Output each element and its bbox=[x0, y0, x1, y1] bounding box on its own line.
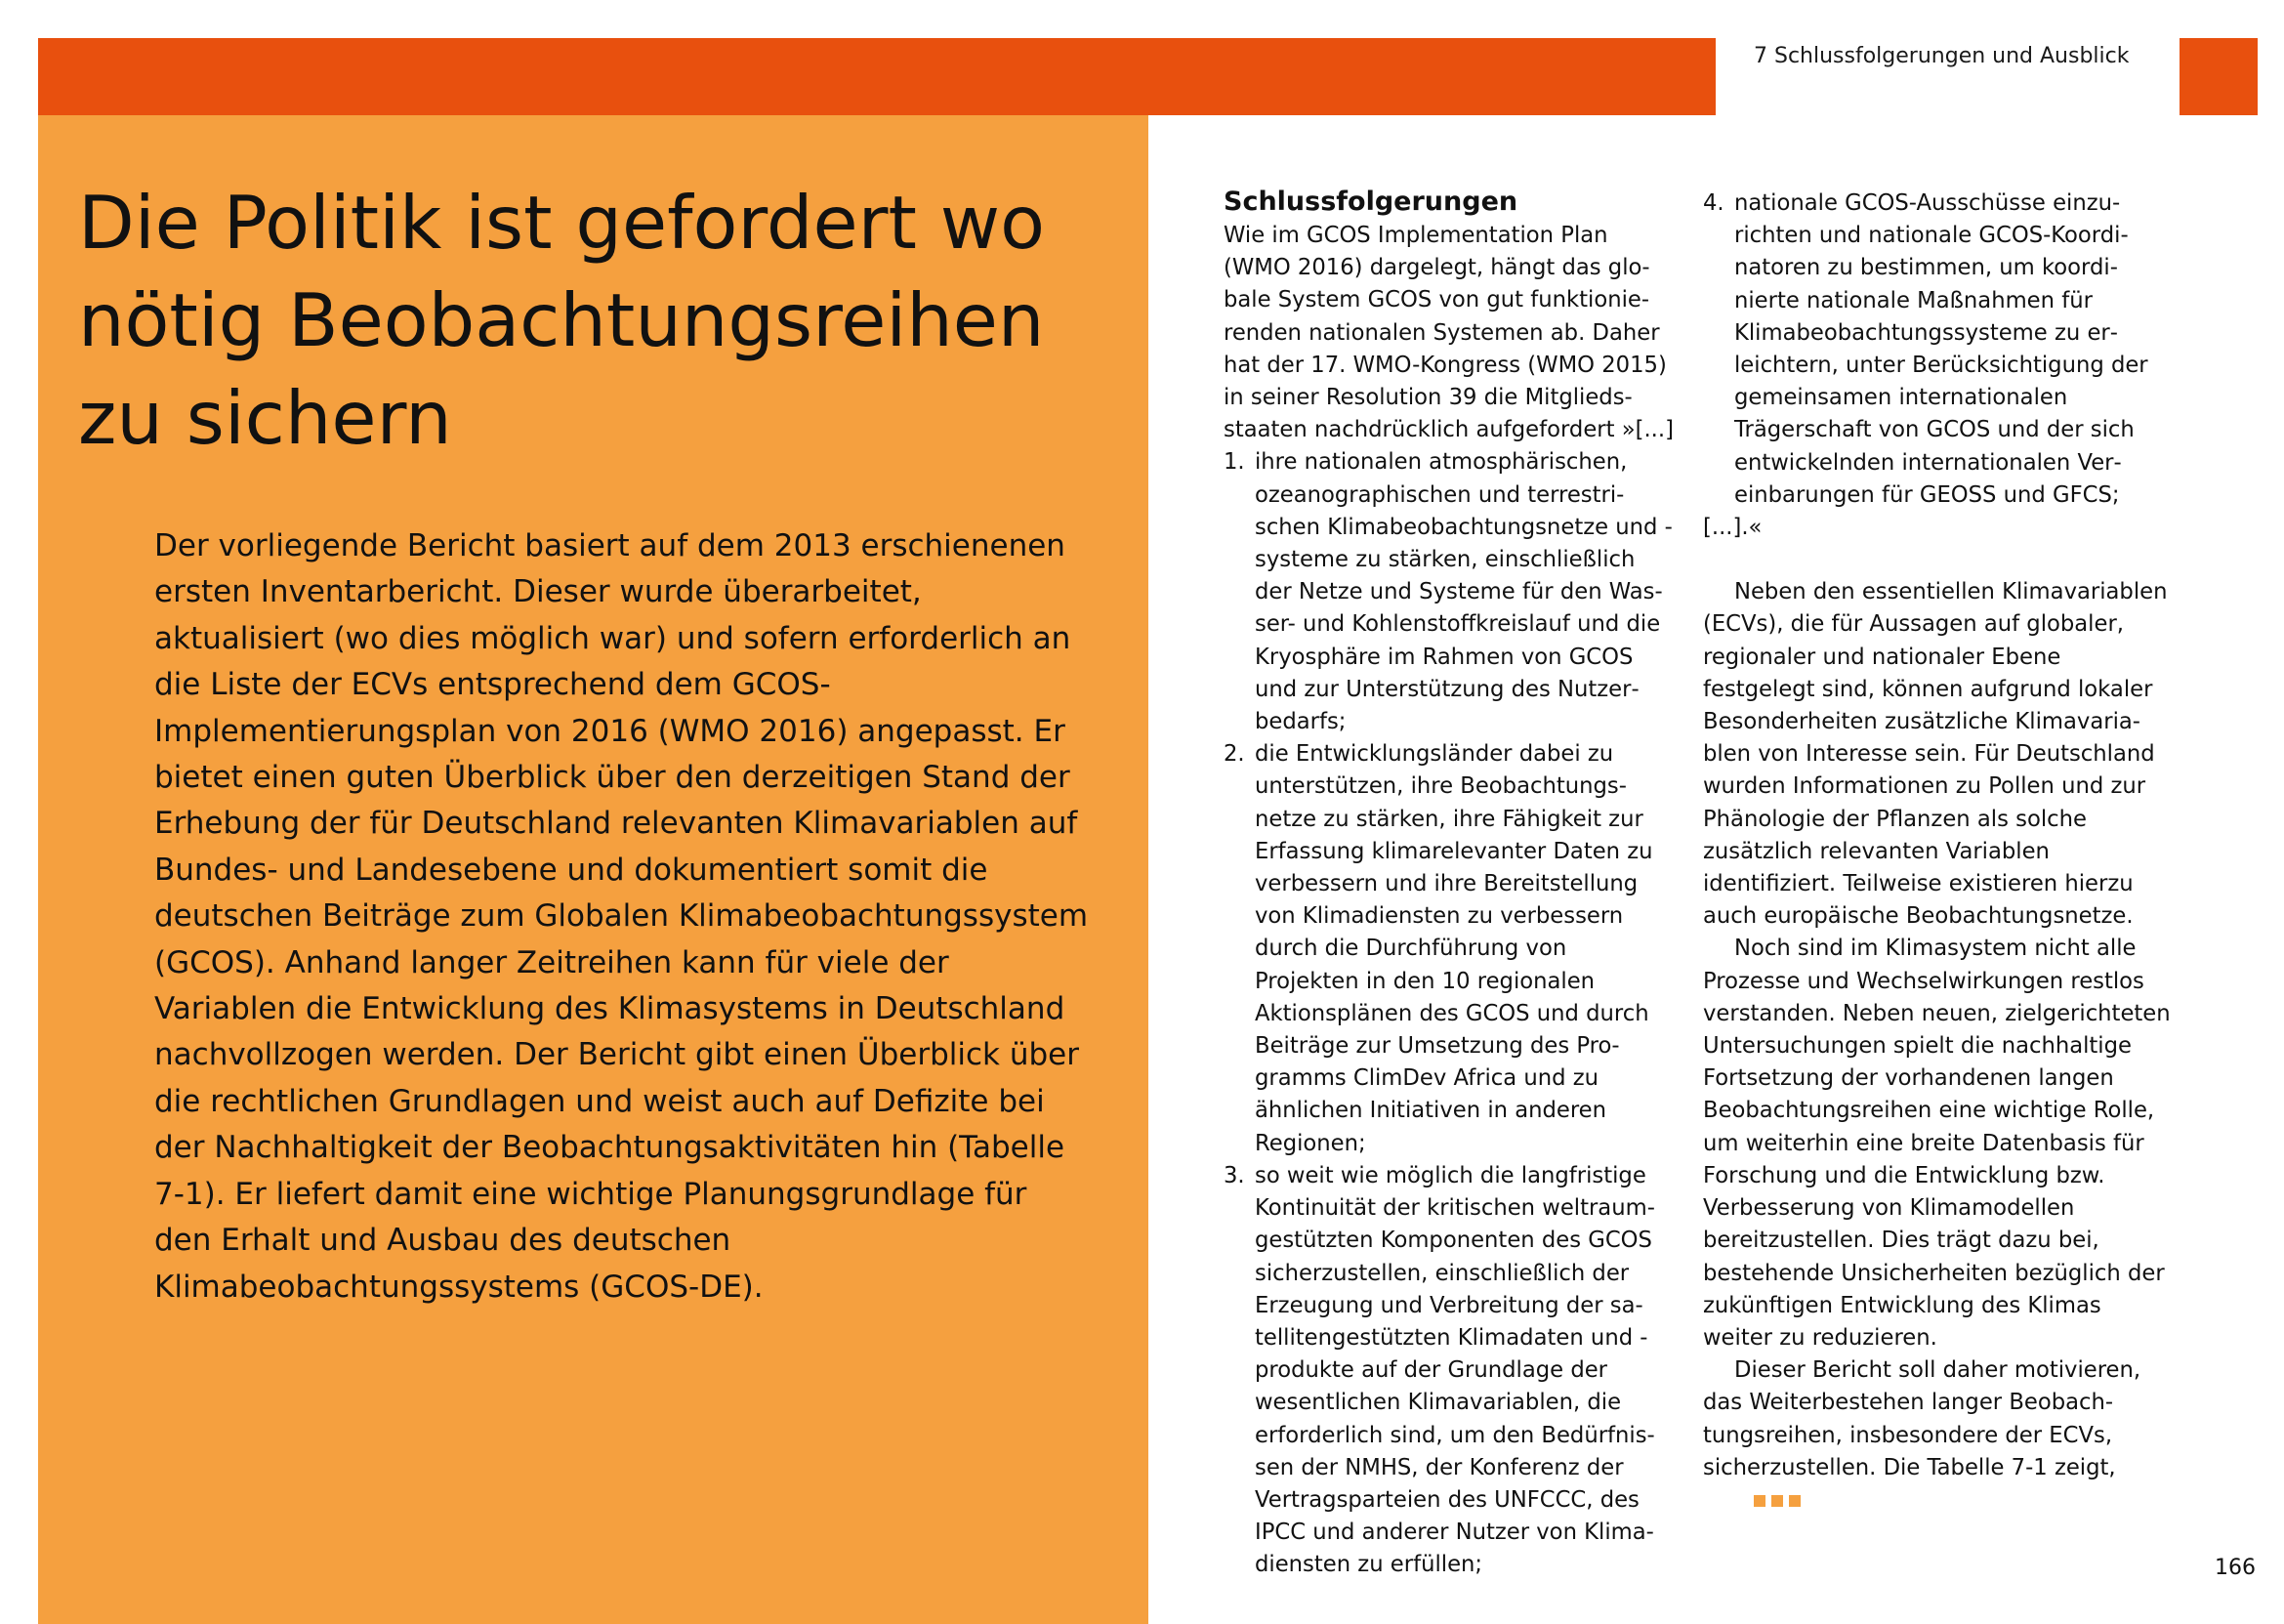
article-column-1 bbox=[1224, 187, 1675, 1582]
list-item bbox=[1224, 446, 1675, 738]
list-item bbox=[1703, 187, 2172, 512]
list-number: 1. bbox=[1224, 449, 1245, 476]
chapter-title: 7 Schlussfolgerungen und Ausblick bbox=[1754, 44, 2130, 68]
list-number: 2. bbox=[1224, 741, 1245, 768]
body-paragraph: Noch sind im Klimasystem nicht alle Prozesse und Wechselwirkungen restlos verstanden. Neben neuen, zielgerichteten Untersuchungen spielt die nachhaltige Fortsetzung der vorhandenen langen Beobachtungsreihen eine wichtige Rolle, um weiterhin eine breite Datenbasis für Forschung und die Entwicklung bzw. Verbesserung von Klimamodellen bereitzustellen. Dies trägt dazu bei, bestehende Unsicherheiten bezüglich der zukünftigen Entwicklung des Klimas weiter zu reduzieren. bbox=[1703, 936, 2171, 1351]
page-number: 166 bbox=[2215, 1556, 2256, 1580]
article-column-2 bbox=[1703, 187, 2172, 1517]
list-text: so weit wie möglich die langfristige Kontinuität der kritischen weltraumgestützten Komponenten des GCOS sicherzustellen, einschließlich der Erzeugung und Verbreitung der satellitengestützten Klimadaten und -produkte auf der Grundlage der wesentlichen Klimavariablen, die erforderlich sind, um den Bedürfnissen der NMHS, der Konferenz der Vertragsparteien des UNFCCC, des IPCC und anderer Nutzer von Klimadiensten zu erfüllen; bbox=[1255, 1162, 1655, 1578]
intro-paragraph: Der vorliegende Bericht basiert auf dem 2013 erschienenen ersten Inventarbericht. Dieser wurde überarbeitet, aktualisiert (wo dies möglich war) und sofern erforderlich an die Liste der ECVs entsprechend dem GCOS-Implementierungsplan von 2016 (WMO 2016) angepasst. Er bietet einen guten Überblick über den derzeitigen Stand der Erhebung der für Deutschland relevanten Klimavariablen auf Bundes- und Landesebene und dokumentiert somit die deutschen Beiträge zum Globalen Klimabeobachtungssystem (GCOS). Anhand langer Zeitreihen kann für viele der Variablen die Entwicklung des Klimasystems in Deutschland nachvollzogen werden. Der Bericht gibt einen Überblick über die rechtlichen Grundlagen und weist auch auf Defizite bei der Nachhaltigkeit der Beobachtungsaktivitäten hin (Tabelle 7-1). Er liefert damit eine wichtige Planungsgrundlage für den Erhalt und Ausbau des deutschen Klimabeobachtungssystems (GCOS-DE). bbox=[154, 528, 1089, 1305]
page-headline: Die Politik ist gefordert wo nötig Beobachtungsreihen zu sichern bbox=[78, 180, 1045, 461]
list-number: 4. bbox=[1703, 190, 1724, 216]
list-text: nationale GCOS-Ausschüsse einzurichten und nationale GCOS-Koordinatoren zu bestimmen, um koordinierte nationale Maßnahmen für Klimabeobachtungssysteme zu erleichtern, unter Berücksichtigung der gemeinsamen internationalen Trägerschaft von GCOS und der sich entwickelnden internationalen Vereinbarungen für GEOSS und GFCS; bbox=[1734, 190, 2148, 508]
body-paragraph-text: Dieser Bericht soll daher motivieren, das Weiterbestehen langer Beobachtungsreihen, insbesondere der ECVs, sicherzustellen. Die Tabelle 7-1 zeigt, bbox=[1703, 1357, 2141, 1480]
quote-end: [...].« bbox=[1703, 515, 1763, 541]
paragraph-spacer bbox=[1703, 544, 2172, 576]
lead-paragraph: Wie im GCOS Implementation Plan (WMO 2016) dargelegt, hängt das globale System GCOS von gut funktionierenden nationalen Systemen ab. Daher hat der 17. WMO-Kongress (WMO 2015) in seiner Resolution 39 die Mitgliedsstaaten nachdrücklich aufgefordert »[...] bbox=[1224, 223, 1674, 443]
list-text: die Entwicklungsländer dabei zu unterstützen, ihre Beobachtungsnetze zu stärken, ihre Fähigkeit zur Erfassung klimarelevanter Daten zu verbessern und ihre Bereitstellung von Klimadiensten zu verbessern durch die Durchführung von Projekten in den 10 regionalen Aktionsplänen des GCOS und durch Beiträge zur Umsetzung des Programms ClimDev Africa und zu ähnlichen Initiativen in anderen Regionen; bbox=[1255, 741, 1653, 1156]
header-bar bbox=[38, 38, 1716, 115]
list-text: ihre nationalen atmosphärischen, ozeanographischen und terrestrischen Klimabeobachtungsnetze und -systeme zu stärken, einschließlich der Netze und Systeme für den Wasser- und Kohlenstoffkreislauf und die Kryosphäre im Rahmen von GCOS und zur Unterstützung des Nutzerbedarfs; bbox=[1255, 449, 1673, 735]
section-title: Schlussfolgerungen bbox=[1224, 187, 1518, 217]
list-item bbox=[1224, 738, 1675, 1160]
three-squares-icon bbox=[1723, 1484, 1806, 1517]
body-paragraph: Neben den essentiellen Klimavariablen (ECVs), die für Aussagen auf globaler, regionaler und nationaler Ebene festgelegt sind, können aufgrund lokaler Besonderheiten zusätzliche Klimavariablen von Interesse sein. Für Deutschland wurden Informationen zu Pollen und zur Phänologie der Pflanzen als solche zusätzlich relevanten Variablen identifiziert. Teilweise existieren hierzu auch europäische Beobachtungsnetze. bbox=[1703, 579, 2168, 930]
list-item bbox=[1224, 1160, 1675, 1582]
list-number: 3. bbox=[1224, 1162, 1245, 1188]
header-bar-corner bbox=[2180, 38, 2258, 115]
body-paragraph bbox=[1703, 1354, 2172, 1517]
